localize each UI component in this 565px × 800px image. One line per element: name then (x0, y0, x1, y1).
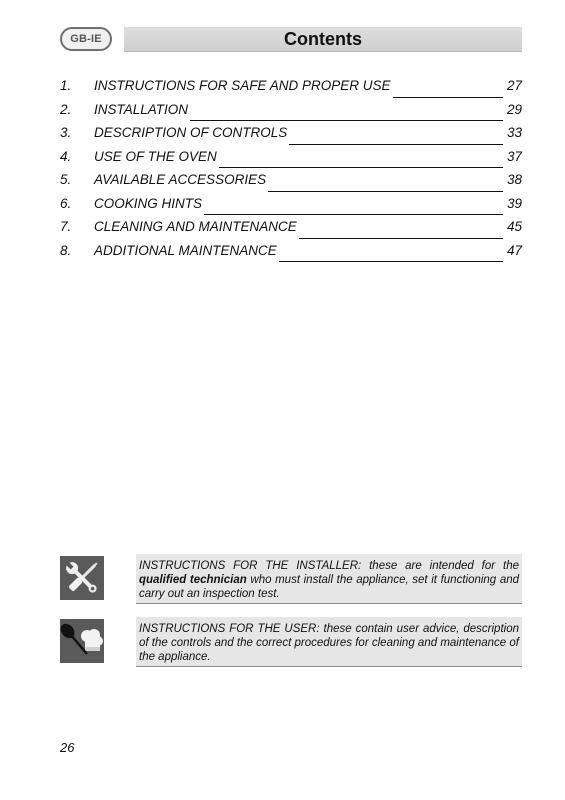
page-number: 26 (60, 740, 75, 755)
toc-entry-1[interactable] (60, 78, 522, 102)
page-title: Contents (124, 27, 522, 52)
toc-title: DESCRIPTION OF CONTROLS (94, 125, 288, 140)
toc-page: 45 (506, 219, 522, 234)
toc-number: 5. (60, 172, 72, 187)
toc-page: 39 (506, 195, 522, 211)
installer-note (136, 554, 522, 604)
toc-page: 47 (506, 242, 522, 258)
toc-entry-3[interactable] (60, 125, 522, 149)
toc-entry-8[interactable] (60, 243, 522, 267)
toc-title: COOKING HINTS (94, 195, 203, 211)
toc-page: 29 (506, 101, 522, 117)
toc-page: 27 (506, 78, 522, 93)
page-header (60, 27, 522, 53)
toc-leader (268, 191, 503, 192)
toc-leader (190, 120, 503, 121)
toc-number: 8. (60, 242, 72, 258)
toc-entry-2[interactable] (60, 102, 522, 126)
toc-title: CLEANING AND MAINTENANCE (94, 219, 297, 234)
toc-entry-7[interactable] (60, 219, 522, 243)
toc-number: 6. (60, 195, 72, 211)
toc-number: 4. (60, 148, 72, 164)
tools-icon (60, 556, 104, 600)
toc-leader (279, 261, 503, 262)
table-of-contents (60, 78, 522, 266)
installer-note-prefix: INSTRUCTIONS FOR THE INSTALLER: these are intended for the (139, 560, 519, 572)
toc-number: 3. (60, 125, 72, 140)
toc-number: 2. (60, 101, 72, 117)
toc-title: INSTRUCTIONS FOR SAFE AND PROPER USE (94, 78, 391, 93)
toc-title: ADDITIONAL MAINTENANCE (94, 242, 277, 258)
language-badge: GB-IE (60, 27, 112, 51)
toc-leader (204, 214, 503, 215)
toc-leader (393, 97, 503, 98)
toc-leader (289, 144, 503, 145)
installer-note-suffix: who must install the appliance, set it functioning and carry out an inspection test. (139, 574, 520, 600)
toc-number: 1. (60, 78, 72, 93)
toc-leader (299, 238, 503, 239)
toc-entry-6[interactable] (60, 196, 522, 220)
toc-page: 37 (506, 148, 522, 164)
toc-title: AVAILABLE ACCESSORIES (94, 172, 267, 187)
toc-entry-5[interactable] (60, 172, 522, 196)
installer-note-bold: qualified technician (139, 574, 247, 586)
spoon-chef-hat-icon (60, 619, 104, 663)
toc-page: 33 (506, 125, 522, 140)
user-note: INSTRUCTIONS FOR THE USER: these contain user advice, description of the controls and the correct procedures for cleaning and maintenance of the appliance. (136, 617, 522, 667)
toc-title: INSTALLATION (94, 101, 189, 117)
toc-leader (219, 167, 503, 168)
toc-entry-4[interactable] (60, 149, 522, 173)
toc-title: USE OF THE OVEN (94, 148, 217, 164)
toc-number: 7. (60, 219, 72, 234)
toc-page: 38 (506, 172, 522, 187)
